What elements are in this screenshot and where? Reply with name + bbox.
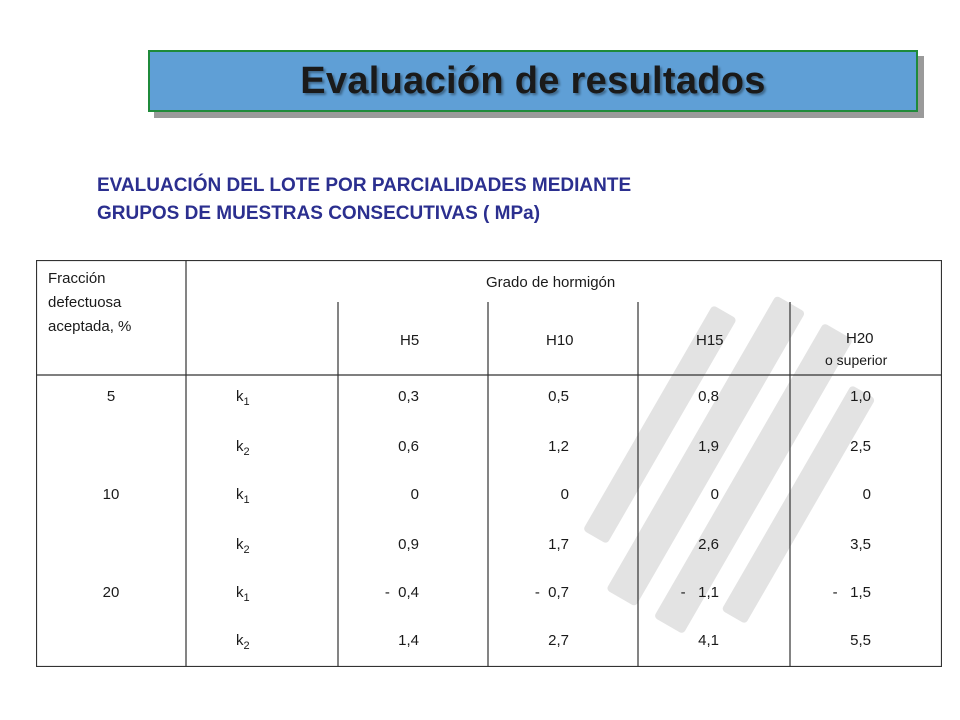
row-value-h15: - 1,1 [680,584,719,601]
row-value-h10: 1,7 [548,536,569,553]
row-coefficient [236,632,250,652]
row-value-h15: 2,6 [698,536,719,553]
header-grade-h20: H20 [846,330,874,347]
row-coefficient [236,584,250,604]
coefficient-symbol: k [236,438,244,455]
results-table [36,260,942,667]
row-value-h10: 1,2 [548,438,569,455]
coefficient-symbol: k [236,388,244,405]
row-value-h5: 0,9 [398,536,419,553]
row-fraction: 20 [102,584,120,601]
coefficient-subscript: 2 [243,446,250,458]
header-fraction-line-3: aceptada, % [48,318,132,335]
coefficient-symbol: k [236,486,244,503]
row-value-h10: 2,7 [548,632,569,649]
header-fraction-line-1: Fracción [48,270,106,287]
row-coefficient [236,388,250,408]
coefficient-symbol: k [236,536,244,553]
coefficient-subscript: 1 [243,396,250,408]
row-coefficient [236,536,250,556]
row-fraction: 5 [106,388,116,405]
row-value-h15: 4,1 [698,632,719,649]
row-value-h20: 5,5 [850,632,871,649]
header-grade-group: Grado de hormigón [486,274,616,291]
header-fraction-line-2: defectuosa [48,294,122,311]
row-value-h20: 1,0 [850,388,871,405]
row-value-h15: 1,9 [698,438,719,455]
row-coefficient [236,438,250,458]
row-value-h5: 0 [410,486,419,503]
header-grade-h5: H5 [400,332,420,349]
row-value-h5: 0,3 [398,388,419,405]
coefficient-subscript: 1 [243,592,250,604]
row-coefficient [236,486,250,506]
row-value-h5: 1,4 [398,632,419,649]
row-value-h20: - 1,5 [832,584,871,601]
row-value-h20: 2,5 [850,438,871,455]
row-value-h20: 0 [862,486,871,503]
header-grade-note: o superior [825,352,888,368]
row-value-h10: 0,5 [548,388,569,405]
page-title: Evaluación de resultados [300,59,766,102]
subtitle-line-2: GRUPOS DE MUESTRAS CONSECUTIVAS ( MPa) [97,203,541,224]
header-grade-h15: H15 [696,332,724,349]
title-banner [148,50,918,112]
coefficient-subscript: 2 [243,640,250,652]
row-value-h10: 0 [560,486,569,503]
row-fraction: 10 [102,486,120,503]
subtitle [97,172,631,228]
subtitle-line-1: EVALUACIÓN DEL LOTE POR PARCIALIDADES MEDIANTE [97,175,632,196]
row-value-h20: 3,5 [850,536,871,553]
row-value-h15: 0,8 [698,388,719,405]
row-value-h10: - 0,7 [534,584,569,601]
coefficient-subscript: 2 [243,544,250,556]
row-value-h5: 0,6 [398,438,419,455]
coefficient-symbol: k [236,584,244,601]
row-value-h15: 0 [710,486,719,503]
header-grade-h10: H10 [546,332,574,349]
row-value-h5: - 0,4 [384,584,419,601]
table-grid [36,260,942,667]
coefficient-symbol: k [236,632,244,649]
coefficient-subscript: 1 [243,494,250,506]
